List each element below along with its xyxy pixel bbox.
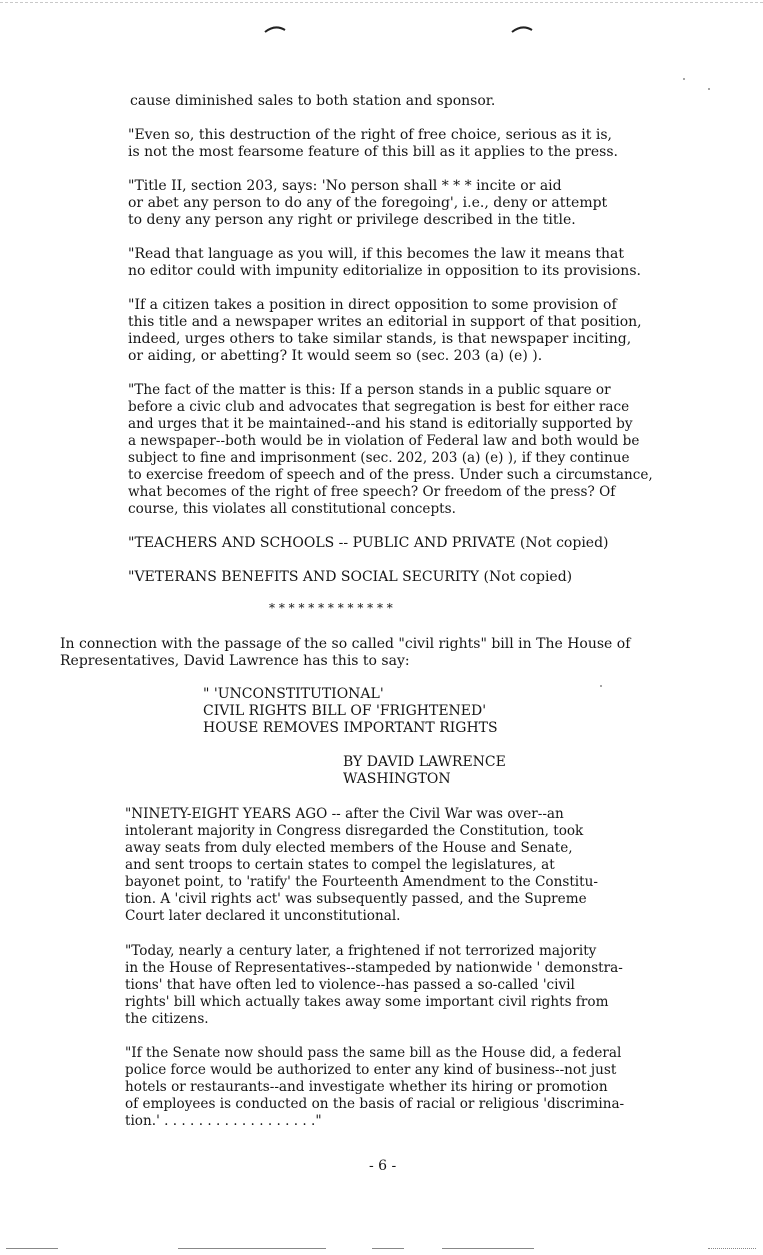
article-paragraph: "If the Senate now should pass the same bill as the House did, a federal police force would be authorized to enter any kind of business--not just hotels or restaurants--and investigate whether its hiring or promotion of employees is conducted on the basis of racial or religious 'discrimina- tion.' . . . . . . . . . . . . . . . . . ." <box>125 1045 625 1129</box>
separator: * * * * * * * * * * * * * <box>269 601 393 615</box>
intro-paragraph: In connection with the passage of the so called "civil rights" bill in The House of Representatives, David Lawrence has this to say: <box>60 636 631 669</box>
bottom-edge-mark <box>6 1248 58 1249</box>
headline: " 'UNCONSTITUTIONAL' CIVIL RIGHTS BILL OF 'FRIGHTENED' HOUSE REMOVES IMPORTANT RIGHTS <box>203 686 498 736</box>
bottom-edge-mark <box>708 1248 756 1249</box>
section-heading: "VETERANS BENEFITS AND SOCIAL SECURITY (Not copied) <box>128 569 573 585</box>
scan-speck <box>683 78 685 80</box>
paragraph: "If a citizen takes a position in direct opposition to some provision of this title and a newspaper writes an editorial in support of that position, indeed, urges others to take similar stands, is that newspaper inciting, or aiding, or abetting? It would seem so (sec. 203 (a) (e) ). <box>128 297 642 364</box>
bottom-edge-mark <box>442 1248 534 1249</box>
punch-mark-icon <box>264 24 286 34</box>
scan-speck <box>600 685 602 687</box>
paragraph: "Read that language as you will, if this becomes the law it means that no editor could with impunity editorialize in opposition to its provisions. <box>128 246 641 279</box>
paragraph: "Title II, section 203, says: 'No person shall * * * incite or aid or abet any person to do any of the foregoing', i.e., deny or attempt to deny any person any right or privilege described in the title. <box>128 178 608 228</box>
bottom-edge-mark <box>372 1248 404 1249</box>
page-number: - 6 - <box>369 1158 397 1174</box>
paragraph: "Even so, this destruction of the right of free choice, serious as it is, is not the most fearsome feature of this bill as it applies to the press. <box>128 127 618 160</box>
top-border <box>0 2 763 3</box>
paragraph: "The fact of the matter is this: If a person stands in a public square or before a civic club and advocates that segregation is best for either race and urges that it be maintained--and his stand is editorially supported by a newspaper--both would be in violation of Federal law and both would be subject to fine and imprisonment (sec. 202, 203 (a) (e) ), if they continue to exercise freedom of speech and of the press. Under such a circumstance, what becomes of the right of free speech? Or freedom of the press? Of course, this violates all constitutional concepts. <box>128 382 653 517</box>
section-heading: "TEACHERS AND SCHOOLS -- PUBLIC AND PRIVATE (Not copied) <box>128 535 609 551</box>
byline: BY DAVID LAWRENCE WASHINGTON <box>343 754 506 787</box>
article-paragraph: "Today, nearly a century later, a frightened if not terrorized majority in the House of Representatives--stampeded by nationwide ' demonstra- tions' that have often led to violence--has passed a so-called 'civil rights' bill which actually takes away some important civil rights from the citizens. <box>125 943 623 1027</box>
scan-speck <box>708 88 710 90</box>
bottom-edge-mark <box>178 1248 326 1249</box>
paragraph: cause diminished sales to both station and sponsor. <box>130 93 496 109</box>
punch-mark-icon <box>511 24 533 34</box>
article-paragraph: "NINETY-EIGHT YEARS AGO -- after the Civil War was over--an intolerant majority in Congress disregarded the Constitution, took away seats from duly elected members of the House and Senate, and sent troops to certain states to compel the legislatures, at bayonet point, to 'ratify' the Fourteenth Amendment to the Constitu- tion. A 'civil rights act' was subsequently passed, and the Supreme Court later declared it unconstitutional. <box>125 806 598 924</box>
